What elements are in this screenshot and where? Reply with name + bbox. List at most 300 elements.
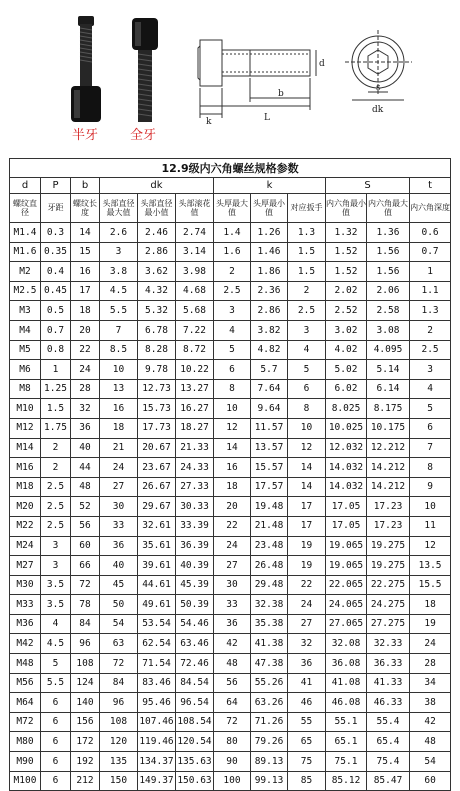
table-cell: 2 xyxy=(288,281,326,301)
table-cell: 7 xyxy=(100,320,138,340)
table-row xyxy=(10,673,451,693)
table-row xyxy=(10,575,451,595)
table-cell: 14.212 xyxy=(367,458,410,478)
table-cell: 71.26 xyxy=(251,712,288,732)
table-cell: 8 xyxy=(214,379,251,399)
table-cell: 19.065 xyxy=(326,556,367,576)
table-cell: 72 xyxy=(100,654,138,674)
table-cell: 1.3 xyxy=(288,223,326,243)
table-cell: 108 xyxy=(71,654,100,674)
table-cell: 32 xyxy=(71,399,100,419)
table-cell: 62.54 xyxy=(138,634,176,654)
thread-size-cell: M80 xyxy=(10,732,41,752)
table-cell: 0.8 xyxy=(41,340,71,360)
table-cell: 32.38 xyxy=(251,595,288,615)
table-cell: 16 xyxy=(100,399,138,419)
table-cell: 36.08 xyxy=(326,654,367,674)
group-header-dk: dk xyxy=(100,178,214,194)
table-cell: 14.212 xyxy=(367,477,410,497)
thread-size-cell: M36 xyxy=(10,614,41,634)
group-header-k: k xyxy=(214,178,326,194)
thread-size-cell: M14 xyxy=(10,438,41,458)
table-cell: 18 xyxy=(214,477,251,497)
table-row xyxy=(10,399,451,419)
table-cell: 24 xyxy=(410,634,451,654)
thread-size-cell: M18 xyxy=(10,477,41,497)
table-cell: 19.275 xyxy=(367,536,410,556)
table-cell: 150 xyxy=(100,771,138,791)
table-cell: 24 xyxy=(100,458,138,478)
thread-size-cell: M33 xyxy=(10,595,41,615)
table-cell: 19.065 xyxy=(326,536,367,556)
group-header-b: b xyxy=(71,178,100,194)
table-cell: 4.32 xyxy=(138,281,176,301)
table-cell: 30.33 xyxy=(176,497,214,517)
table-cell: 36 xyxy=(288,654,326,674)
table-cell: 38 xyxy=(410,693,451,713)
table-cell: 20.67 xyxy=(138,438,176,458)
table-cell: 27 xyxy=(100,477,138,497)
table-row xyxy=(10,340,451,360)
table-cell: 5.5 xyxy=(100,301,138,321)
table-cell: 2.46 xyxy=(138,223,176,243)
table-cell: 18 xyxy=(410,595,451,615)
table-cell: 3 xyxy=(288,320,326,340)
group-header-d: d xyxy=(10,178,41,194)
thread-size-cell: M12 xyxy=(10,418,41,438)
table-cell: 16 xyxy=(71,262,100,282)
table-row xyxy=(10,242,451,262)
table-cell: 72 xyxy=(71,575,100,595)
table-cell: 28 xyxy=(71,379,100,399)
table-cell: 96.54 xyxy=(176,693,214,713)
table-cell: 24 xyxy=(288,595,326,615)
table-cell: 40.39 xyxy=(176,556,214,576)
table-cell: 46 xyxy=(288,693,326,713)
table-cell: 0.35 xyxy=(41,242,71,262)
table-cell: 2 xyxy=(41,438,71,458)
table-cell: 12 xyxy=(288,438,326,458)
table-row xyxy=(10,301,451,321)
table-cell: 149.37 xyxy=(138,771,176,791)
table-cell: 18 xyxy=(100,418,138,438)
table-cell: 7.22 xyxy=(176,320,214,340)
bolt-technical-drawing xyxy=(180,26,460,130)
thread-size-cell: M42 xyxy=(10,634,41,654)
table-cell: 3 xyxy=(41,536,71,556)
table-cell: 7 xyxy=(410,438,451,458)
table-cell: 24.065 xyxy=(326,595,367,615)
table-cell: 5.32 xyxy=(138,301,176,321)
thread-size-cell: M1.6 xyxy=(10,242,41,262)
table-cell: 119.46 xyxy=(138,732,176,752)
table-cell: 6.78 xyxy=(138,320,176,340)
table-cell: 0.7 xyxy=(41,320,71,340)
table-cell: 79.26 xyxy=(251,732,288,752)
table-cell: 48 xyxy=(214,654,251,674)
table-cell: 28 xyxy=(410,654,451,674)
column-header: 头部直径最小值 xyxy=(138,194,176,223)
thread-size-cell: M56 xyxy=(10,673,41,693)
table-cell: 63 xyxy=(100,634,138,654)
table-cell: 33 xyxy=(214,595,251,615)
table-row xyxy=(10,536,451,556)
table-row xyxy=(10,497,451,517)
table-cell: 75.4 xyxy=(367,752,410,772)
table-cell: 65.1 xyxy=(326,732,367,752)
table-cell: 10.175 xyxy=(367,418,410,438)
table-cell: 1.4 xyxy=(214,223,251,243)
thread-size-cell: M27 xyxy=(10,556,41,576)
table-cell: 1.52 xyxy=(326,242,367,262)
table-cell: 42 xyxy=(410,712,451,732)
table-row xyxy=(10,320,451,340)
column-header: 内六角深度 xyxy=(410,194,451,223)
table-cell: 41.33 xyxy=(367,673,410,693)
table-cell: 3 xyxy=(100,242,138,262)
table-cell: 60 xyxy=(71,536,100,556)
table-cell: 1.1 xyxy=(410,281,451,301)
table-row xyxy=(10,418,451,438)
table-cell: 84 xyxy=(100,673,138,693)
spec-table-container xyxy=(9,158,450,791)
table-cell: 10.025 xyxy=(326,418,367,438)
table-cell: 55.1 xyxy=(326,712,367,732)
table-cell: 12 xyxy=(214,418,251,438)
thread-size-cell: M8 xyxy=(10,379,41,399)
table-cell: 5.68 xyxy=(176,301,214,321)
table-cell: 17 xyxy=(288,497,326,517)
table-cell: 41.38 xyxy=(251,634,288,654)
table-cell: 2.02 xyxy=(326,281,367,301)
table-cell: 44 xyxy=(71,458,100,478)
thread-size-cell: M30 xyxy=(10,575,41,595)
table-cell: 1.86 xyxy=(251,262,288,282)
table-cell: 1.3 xyxy=(410,301,451,321)
table-cell: 14 xyxy=(71,223,100,243)
full-thread-caption: 全牙 xyxy=(130,128,157,143)
table-row xyxy=(10,693,451,713)
table-cell: 4.5 xyxy=(100,281,138,301)
table-cell: 13.5 xyxy=(410,556,451,576)
table-cell: 3.08 xyxy=(367,320,410,340)
table-cell: 1.5 xyxy=(288,242,326,262)
table-cell: 75 xyxy=(288,752,326,772)
table-cell: 3.5 xyxy=(41,575,71,595)
table-cell: 120.54 xyxy=(176,732,214,752)
table-cell: 2.74 xyxy=(176,223,214,243)
table-cell: 5 xyxy=(410,399,451,419)
table-row xyxy=(10,732,451,752)
table-cell: 85.47 xyxy=(367,771,410,791)
table-cell: 24 xyxy=(71,360,100,380)
half-thread-bolt-image xyxy=(71,16,101,122)
table-cell: 30 xyxy=(214,575,251,595)
table-title: 12.9级内六角螺丝规格参数 xyxy=(10,159,451,178)
table-cell: 17.05 xyxy=(326,497,367,517)
table-cell: 36 xyxy=(214,614,251,634)
table-cell: 27.275 xyxy=(367,614,410,634)
column-header: 螺纹直径 xyxy=(10,194,41,223)
table-cell: 54.46 xyxy=(176,614,214,634)
table-cell: 1.32 xyxy=(326,223,367,243)
table-cell: 9 xyxy=(410,477,451,497)
table-cell: 64 xyxy=(214,693,251,713)
table-cell: 2.06 xyxy=(367,281,410,301)
table-cell: 36 xyxy=(71,418,100,438)
table-cell: 10 xyxy=(100,360,138,380)
table-cell: 140 xyxy=(71,693,100,713)
table-cell: 17.23 xyxy=(367,497,410,517)
table-cell: 66 xyxy=(71,556,100,576)
table-cell: 15.5 xyxy=(410,575,451,595)
table-cell: 0.7 xyxy=(410,242,451,262)
table-cell: 56 xyxy=(71,516,100,536)
table-cell: 42 xyxy=(214,634,251,654)
table-cell: 21 xyxy=(100,438,138,458)
table-cell: 75.1 xyxy=(326,752,367,772)
table-row xyxy=(10,654,451,674)
table-cell: 108 xyxy=(100,712,138,732)
table-cell: 2.5 xyxy=(41,477,71,497)
table-cell: 7.64 xyxy=(251,379,288,399)
column-header: 内六角最小值 xyxy=(326,194,367,223)
column-header: 内六角最大值 xyxy=(367,194,410,223)
table-cell: 212 xyxy=(71,771,100,791)
thread-size-cell: M10 xyxy=(10,399,41,419)
thread-size-cell: M2 xyxy=(10,262,41,282)
table-cell: 71.54 xyxy=(138,654,176,674)
table-cell: 60 xyxy=(410,771,451,791)
table-cell: 29.67 xyxy=(138,497,176,517)
table-cell: 5.7 xyxy=(251,360,288,380)
table-cell: 4.095 xyxy=(367,340,410,360)
table-cell: 3.8 xyxy=(100,262,138,282)
half-thread-caption: 半牙 xyxy=(72,128,99,143)
table-cell: 55.4 xyxy=(367,712,410,732)
table-cell: 1.5 xyxy=(288,262,326,282)
table-cell: 14 xyxy=(288,477,326,497)
table-cell: 49.61 xyxy=(138,595,176,615)
table-cell: 35.38 xyxy=(251,614,288,634)
table-cell: 44.61 xyxy=(138,575,176,595)
thread-size-cell: M5 xyxy=(10,340,41,360)
table-row xyxy=(10,281,451,301)
table-cell: 15 xyxy=(71,242,100,262)
table-cell: 4.68 xyxy=(176,281,214,301)
full-thread-bolt-image xyxy=(132,18,158,122)
column-header: 头厚最大值 xyxy=(214,194,251,223)
table-cell: 21.48 xyxy=(251,516,288,536)
table-cell: 5 xyxy=(214,340,251,360)
column-header: 头厚最小值 xyxy=(251,194,288,223)
table-cell: 14 xyxy=(288,458,326,478)
thread-size-cell: M1.4 xyxy=(10,223,41,243)
table-cell: 2.5 xyxy=(410,340,451,360)
table-cell: 48 xyxy=(410,732,451,752)
table-cell: 0.45 xyxy=(41,281,71,301)
table-cell: 2.36 xyxy=(251,281,288,301)
table-cell: 0.4 xyxy=(41,262,71,282)
table-cell: 33.39 xyxy=(176,516,214,536)
table-cell: 9.78 xyxy=(138,360,176,380)
table-cell: 96 xyxy=(100,693,138,713)
table-cell: 40 xyxy=(71,438,100,458)
table-cell: 3.98 xyxy=(176,262,214,282)
table-cell: 90 xyxy=(214,752,251,772)
table-cell: 4.82 xyxy=(251,340,288,360)
table-cell: 22.065 xyxy=(326,575,367,595)
table-cell: 27 xyxy=(288,614,326,634)
table-cell: 3.82 xyxy=(251,320,288,340)
table-cell: 12.212 xyxy=(367,438,410,458)
table-cell: 17.57 xyxy=(251,477,288,497)
table-cell: 2.5 xyxy=(288,301,326,321)
table-cell: 50.39 xyxy=(176,595,214,615)
table-cell: 17 xyxy=(71,281,100,301)
table-row xyxy=(10,771,451,791)
dim-b-label: b xyxy=(278,89,284,99)
table-cell: 6 xyxy=(410,418,451,438)
table-row xyxy=(10,595,451,615)
table-cell: 6 xyxy=(214,360,251,380)
table-cell: 6 xyxy=(41,732,71,752)
table-cell: 17.05 xyxy=(326,516,367,536)
table-row xyxy=(10,458,451,478)
table-cell: 46.33 xyxy=(367,693,410,713)
table-cell: 21.33 xyxy=(176,438,214,458)
table-row xyxy=(10,752,451,772)
table-cell: 72 xyxy=(214,712,251,732)
table-cell: 23.48 xyxy=(251,536,288,556)
table-cell: 192 xyxy=(71,752,100,772)
table-cell: 10 xyxy=(214,399,251,419)
table-cell: 47.38 xyxy=(251,654,288,674)
table-row xyxy=(10,223,451,243)
table-cell: 13.57 xyxy=(251,438,288,458)
table-cell: 1.56 xyxy=(367,262,410,282)
table-cell: 16.27 xyxy=(176,399,214,419)
table-cell: 11 xyxy=(410,516,451,536)
table-cell: 63.46 xyxy=(176,634,214,654)
table-row xyxy=(10,379,451,399)
table-cell: 55.26 xyxy=(251,673,288,693)
table-cell: 41 xyxy=(288,673,326,693)
thread-size-cell: M48 xyxy=(10,654,41,674)
table-cell: 4 xyxy=(288,340,326,360)
table-cell: 6.14 xyxy=(367,379,410,399)
table-cell: 1 xyxy=(41,360,71,380)
table-cell: 85 xyxy=(288,771,326,791)
table-cell: 100 xyxy=(214,771,251,791)
table-cell: 65 xyxy=(288,732,326,752)
table-cell: 39.61 xyxy=(138,556,176,576)
table-cell: 22 xyxy=(214,516,251,536)
table-cell: 0.5 xyxy=(41,301,71,321)
table-cell: 6.02 xyxy=(326,379,367,399)
table-cell: 19.48 xyxy=(251,497,288,517)
table-cell: 11.57 xyxy=(251,418,288,438)
table-cell: 1.26 xyxy=(251,223,288,243)
table-cell: 9.64 xyxy=(251,399,288,419)
table-cell: 12.032 xyxy=(326,438,367,458)
table-row xyxy=(10,477,451,497)
table-cell: 1.75 xyxy=(41,418,71,438)
thread-size-cell: M6 xyxy=(10,360,41,380)
table-cell: 1.56 xyxy=(367,242,410,262)
thread-size-cell: M100 xyxy=(10,771,41,791)
table-cell: 84.54 xyxy=(176,673,214,693)
table-cell: 3.5 xyxy=(41,595,71,615)
table-cell: 54 xyxy=(100,614,138,634)
table-cell: 8.025 xyxy=(326,399,367,419)
dim-k-label: k xyxy=(206,117,212,127)
table-cell: 8.28 xyxy=(138,340,176,360)
table-cell: 41.08 xyxy=(326,673,367,693)
table-cell: 48 xyxy=(71,477,100,497)
table-cell: 14 xyxy=(214,438,251,458)
table-cell: 32 xyxy=(288,634,326,654)
table-cell: 6 xyxy=(288,379,326,399)
table-cell: 5.14 xyxy=(367,360,410,380)
column-header: 对应扳手 xyxy=(288,194,326,223)
table-row xyxy=(10,614,451,634)
column-header: 牙距 xyxy=(41,194,71,223)
table-cell: 52 xyxy=(71,497,100,517)
table-cell: 4.02 xyxy=(326,340,367,360)
table-row xyxy=(10,262,451,282)
table-cell: 27.065 xyxy=(326,614,367,634)
table-row xyxy=(10,634,451,654)
table-cell: 1.46 xyxy=(251,242,288,262)
table-cell: 22 xyxy=(71,340,100,360)
column-header: 螺纹长度 xyxy=(71,194,100,223)
table-cell: 83.46 xyxy=(138,673,176,693)
table-cell: 36.33 xyxy=(367,654,410,674)
table-cell: 16 xyxy=(214,458,251,478)
table-cell: 45.39 xyxy=(176,575,214,595)
table-cell: 2.86 xyxy=(251,301,288,321)
table-cell: 17 xyxy=(288,516,326,536)
table-cell: 1.52 xyxy=(326,262,367,282)
dim-L-label: L xyxy=(264,113,270,123)
table-cell: 5.02 xyxy=(326,360,367,380)
table-cell: 1.36 xyxy=(367,223,410,243)
product-illustration xyxy=(0,0,460,152)
table-cell: 124 xyxy=(71,673,100,693)
table-cell: 5.5 xyxy=(41,673,71,693)
table-cell: 95.46 xyxy=(138,693,176,713)
column-header: 头部直径最大值 xyxy=(100,194,138,223)
thread-size-cell: M3 xyxy=(10,301,41,321)
table-cell: 8 xyxy=(288,399,326,419)
table-cell: 1 xyxy=(410,262,451,282)
table-cell: 0.6 xyxy=(410,223,451,243)
table-cell: 150.63 xyxy=(176,771,214,791)
table-cell: 24.275 xyxy=(367,595,410,615)
table-cell: 107.46 xyxy=(138,712,176,732)
thread-size-cell: M72 xyxy=(10,712,41,732)
table-cell: 80 xyxy=(214,732,251,752)
dim-s-label: s xyxy=(376,83,381,93)
table-cell: 3.62 xyxy=(138,262,176,282)
table-cell: 78 xyxy=(71,595,100,615)
thread-size-cell: M64 xyxy=(10,693,41,713)
table-cell: 3.02 xyxy=(326,320,367,340)
table-cell: 26.48 xyxy=(251,556,288,576)
table-cell: 19 xyxy=(288,536,326,556)
table-cell: 89.13 xyxy=(251,752,288,772)
